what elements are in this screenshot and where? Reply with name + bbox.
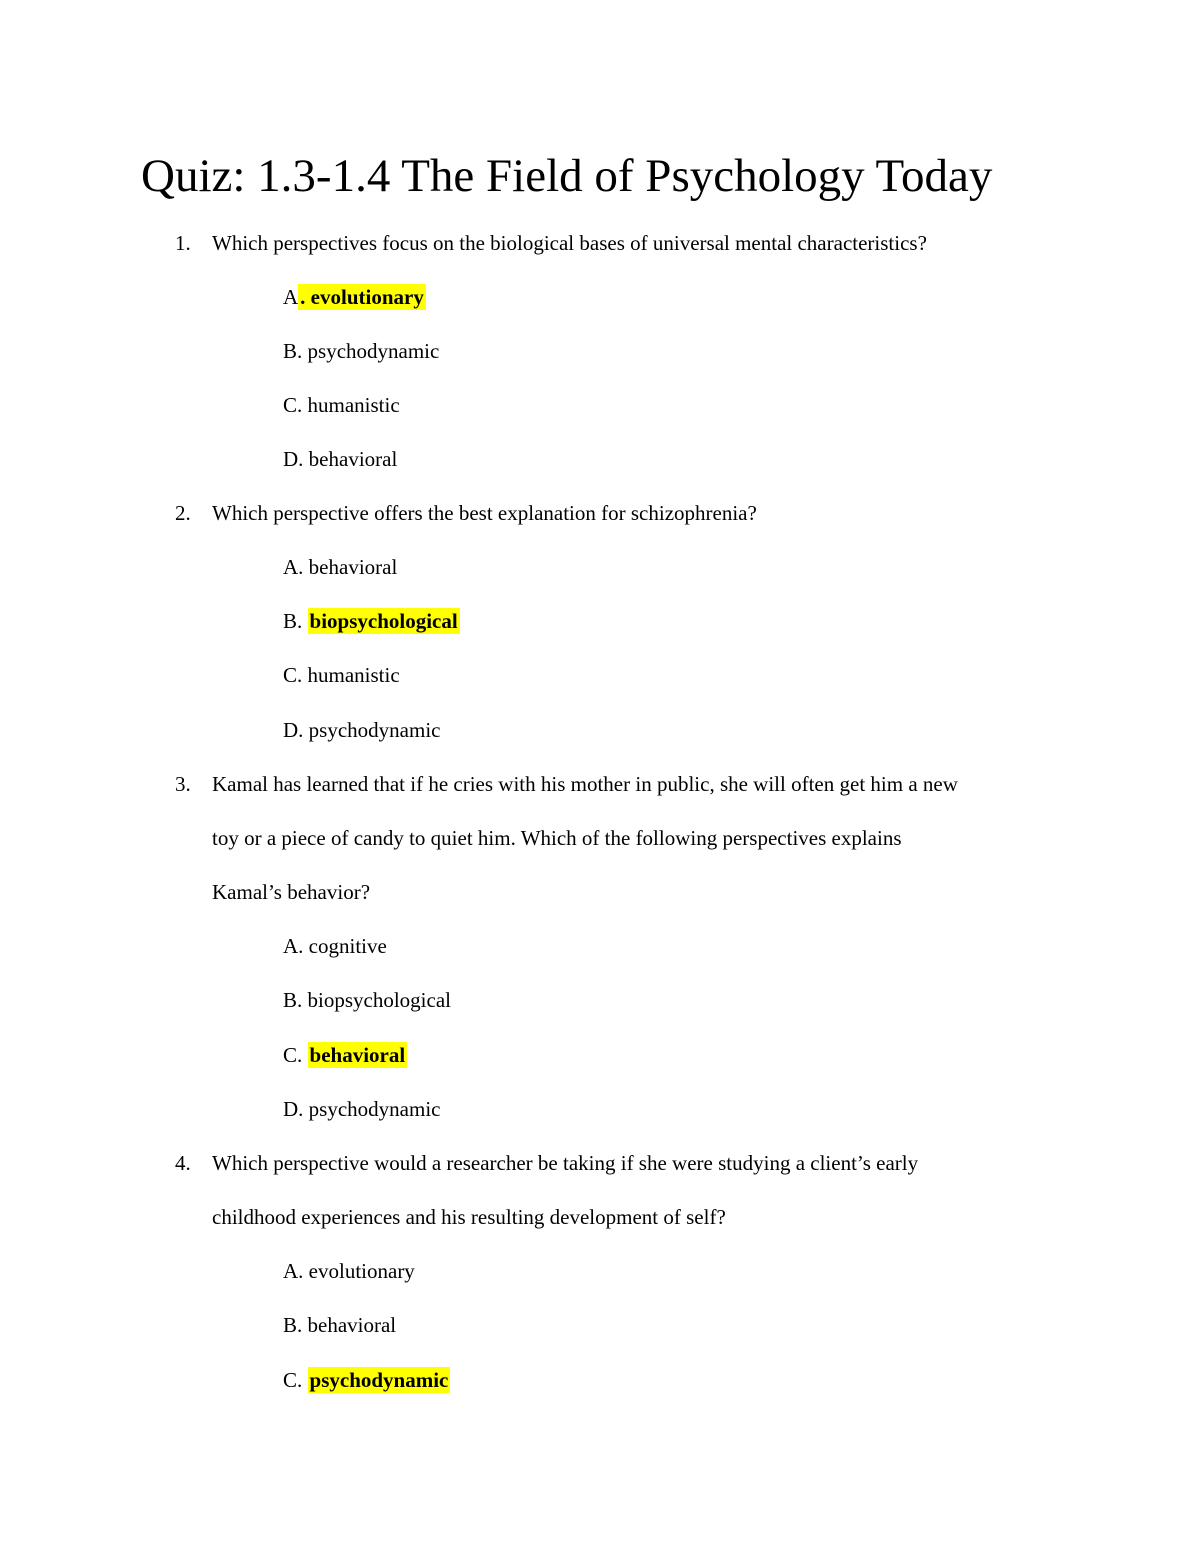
question-number: 3. [175,772,191,796]
option-text: humanistic [307,663,400,687]
option-4c: C. psychodynamic [283,1368,449,1392]
option-3d: D. psychodynamic [283,1097,441,1121]
option-text: biopsychological [309,609,458,633]
option-2c: C. humanistic [283,663,400,687]
question-text: Which perspectives focus on the biological bases of universal mental characteristics? [212,231,927,255]
option-3c: C. behavioral [283,1043,406,1067]
correct-answer-highlight [308,1042,408,1068]
option-text: psychodynamic [307,339,440,363]
option-text: behavioral [308,555,398,579]
option-letter: C [283,1043,298,1067]
question-number: 2. [175,501,191,525]
option-letter: A [283,285,299,309]
option-2b: B. biopsychological [283,609,458,633]
correct-answer-highlight [308,1367,451,1393]
option-letter: D [283,1097,299,1121]
option-4b: B. behavioral [283,1313,397,1337]
question-text-line-2: toy or a piece of candy to quiet him. Which of the following perspectives explains [212,826,902,850]
option-1d: D. behavioral [283,447,398,471]
option-text: cognitive [308,934,387,958]
option-text: biopsychological [307,988,451,1012]
option-2a: A. behavioral [283,555,398,579]
page-title: Quiz: 1.3-1.4 The Field of Psychology Today [141,150,993,202]
option-1a [283,270,426,324]
option-text: behavioral [308,447,398,471]
option-letter: A [283,934,299,958]
option-letter: A [283,555,299,579]
option-letter: D [283,718,299,742]
option-text: behavioral [309,1043,406,1067]
option-text: behavioral [307,1313,397,1337]
correct-answer-highlight [308,608,460,634]
option-4a: A. evolutionary [283,1259,415,1283]
option-letter: A [283,1259,299,1283]
option-text: psychodynamic [309,1368,449,1392]
option-letter: B [283,1313,298,1337]
option-2d: D. psychodynamic [283,718,441,742]
question-number: 4. [175,1151,191,1175]
option-letter: B [283,609,298,633]
option-letter: B [283,988,298,1012]
option-text: evolutionary [310,285,424,309]
question-text: Which perspective offers the best explanation for schizophrenia? [212,501,757,525]
option-letter: D [283,447,299,471]
option-letter: C [283,393,298,417]
option-letter: C [283,1368,298,1392]
question-text-line-1: Which perspective would a researcher be taking if she were studying a client’s early [212,1151,919,1175]
option-letter: B [283,339,298,363]
question-text-line-2: childhood experiences and his resulting development of self? [212,1205,726,1229]
option-text: psychodynamic [308,718,441,742]
option-1c: C. humanistic [283,393,400,417]
question-number: 1. [175,231,191,255]
question-text-line-3: Kamal’s behavior? [212,880,371,904]
option-3b: B. biopsychological [283,988,451,1012]
option-3a: A. cognitive [283,934,387,958]
option-1b: B. psychodynamic [283,339,440,363]
option-text: humanistic [307,393,400,417]
correct-answer-highlight: . evolutionary [300,285,424,309]
option-letter: C [283,663,298,687]
option-text: psychodynamic [308,1097,441,1121]
question-text-line-1: Kamal has learned that if he cries with his mother in public, she will often get him a new [212,772,958,796]
option-text: evolutionary [308,1259,415,1283]
